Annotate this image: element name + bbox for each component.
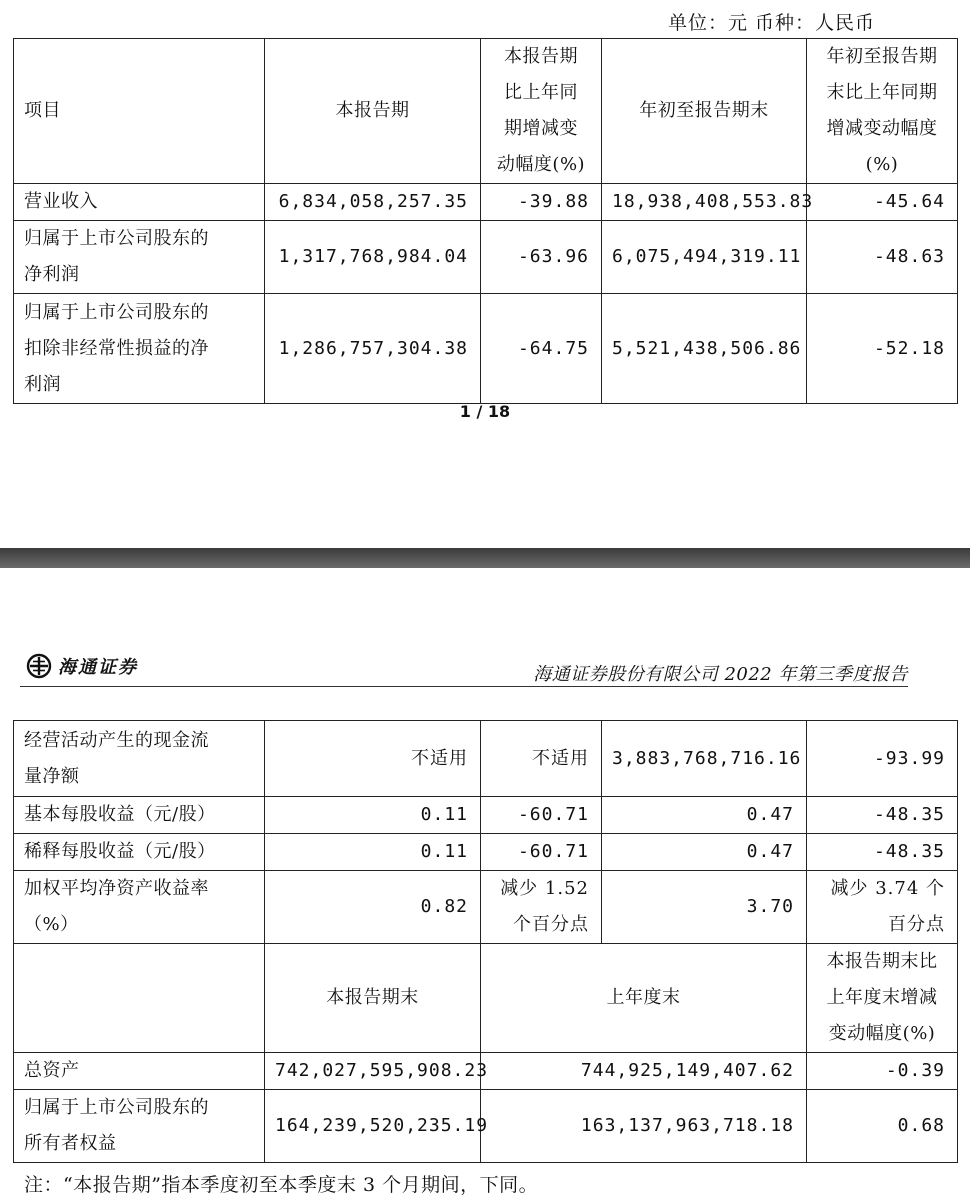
header-period-end: 本报告期末 [265,944,481,1053]
row-item [14,184,265,221]
row-current-change: -63.96 [481,221,602,294]
cell-line: (%) [865,154,899,175]
row-item [14,221,265,294]
row-item [14,871,265,944]
row-item [14,1090,265,1163]
cell-line: -93.99 [873,747,945,769]
row-current-change [481,834,602,871]
row-ytd-change: -45.64 [807,184,958,221]
row-ytd: 5,521,438,506.86 [602,294,807,404]
row-ytd-change: -48.63 [807,221,958,294]
header-item: 项目 [14,39,265,184]
cell-line: 末比上年同期 [826,82,938,103]
row-current: 0.11 [265,797,481,834]
row-period-end: 164,239,520,235.19 [265,1090,481,1163]
row-balance-change: 0.68 [807,1090,958,1163]
report-header-title: 海通证券股份有限公司 2022 年第三季度报告 [533,664,908,685]
row-item [14,721,265,797]
row-ytd-change [807,834,958,871]
table-row [14,721,958,797]
row-current-change [481,721,602,797]
row-ytd: 6,075,494,319.11 [602,221,807,294]
cell-line: 年初至报告期 [826,46,938,67]
cell-line: 比上年同 [504,82,578,103]
cell-line: -60.71 [517,841,589,862]
row-item [14,797,265,834]
table-row [14,294,958,404]
unit-currency-line: 单位：元 币种：人民币 [668,12,876,34]
row-item [14,1053,265,1090]
header-current-period: 本报告期 [265,39,481,184]
haitong-logo-icon [26,653,52,679]
header-ytd-change [807,39,958,184]
cell-line: （%） [24,914,79,935]
cell-line: 净利润 [24,264,80,285]
header-divider [20,686,908,687]
cell-line: 扣除非经常性损益的净 [24,337,209,359]
row-current-change [481,797,602,834]
row-current-change: -39.88 [481,184,602,221]
cell-line: -48.35 [873,841,945,862]
cell-line: 归属于上市公司股东的 [24,1097,209,1118]
cell-line: 个百分点 [513,914,589,935]
cell-line: 动幅度(%) [496,154,586,175]
financial-table-part1 [13,38,958,404]
cell-line: 本报告期末比 [826,951,938,972]
cell-line: 基本每股收益（元/股） [24,804,216,825]
cell-line: 增减变动幅度 [826,118,938,139]
row-ytd: 0.47 [602,834,807,871]
balance-header-blank [14,944,265,1053]
row-item [14,834,265,871]
financial-table-part2 [13,720,958,1163]
row-ytd: 3,883,768,716.16 [602,721,807,797]
cell-line: 利润 [24,373,61,395]
cell-line: 总资产 [24,1060,80,1081]
cell-line: 本报告期 [504,46,578,67]
table-row [14,834,958,871]
row-current: 0.11 [265,834,481,871]
cell-line: 营业收入 [24,191,98,212]
header-current-change [481,39,602,184]
page-separator [0,548,970,568]
row-current: 6,834,058,257.35 [265,184,481,221]
table-row [14,1090,958,1163]
row-period-end: 742,027,595,908.23 [265,1053,481,1090]
cell-line: -60.71 [517,804,589,825]
row-ytd-change [807,797,958,834]
row-current: 1,286,757,304.38 [265,294,481,404]
table-row [14,184,958,221]
cell-line: 归属于上市公司股东的 [24,228,209,249]
row-current: 1,317,768,984.04 [265,221,481,294]
cell-line: 减少 3.74 个 [830,878,945,899]
table-row [14,1053,958,1090]
cell-line: 百分点 [888,914,945,935]
table-row [14,221,958,294]
row-current-change [481,871,602,944]
table-row [14,797,958,834]
cell-line: 不适用 [532,747,589,769]
table-row [14,871,958,944]
row-prior-year-end: 163,137,963,718.18 [481,1090,807,1163]
header-balance-change [807,944,958,1053]
cell-line: 减少 1.52 [500,878,589,899]
row-ytd: 18,938,408,553.83 [602,184,807,221]
row-ytd-change: -52.18 [807,294,958,404]
row-item [14,294,265,404]
cell-line: 经营活动产生的现金流 [24,729,209,751]
footnote: 注：“本报告期”指本季度初至本季度末 3 个月期间，下同。 [24,1174,539,1196]
row-prior-year-end: 744,925,149,407.62 [481,1053,807,1090]
cell-line: 加权平均净资产收益率 [24,878,209,899]
page-number: 1 / 18 [459,402,511,421]
header-ytd: 年初至报告期末 [602,39,807,184]
cell-line: 量净额 [24,765,80,787]
row-ytd: 0.47 [602,797,807,834]
cell-line: 稀释每股收益（元/股） [24,841,216,862]
header-prior-year-end: 上年度末 [481,944,807,1053]
cell-line: 期增减变 [504,118,578,139]
company-logo [26,652,138,680]
cell-line: 所有者权益 [24,1133,117,1154]
cell-line: -48.35 [873,804,945,825]
row-ytd: 3.70 [602,871,807,944]
cell-line: 变动幅度(%) [828,1023,936,1044]
row-ytd-change [807,871,958,944]
row-current: 0.82 [265,871,481,944]
cell-line: 上年度末增减 [826,987,938,1008]
row-current: 不适用 [265,721,481,797]
row-current-change: -64.75 [481,294,602,404]
row-balance-change: -0.39 [807,1053,958,1090]
balance-header-row [14,944,958,1053]
cell-line: 归属于上市公司股东的 [24,301,209,323]
table-header-row [14,39,958,184]
row-ytd-change [807,721,958,797]
logo-text: 海通证券 [58,657,138,678]
